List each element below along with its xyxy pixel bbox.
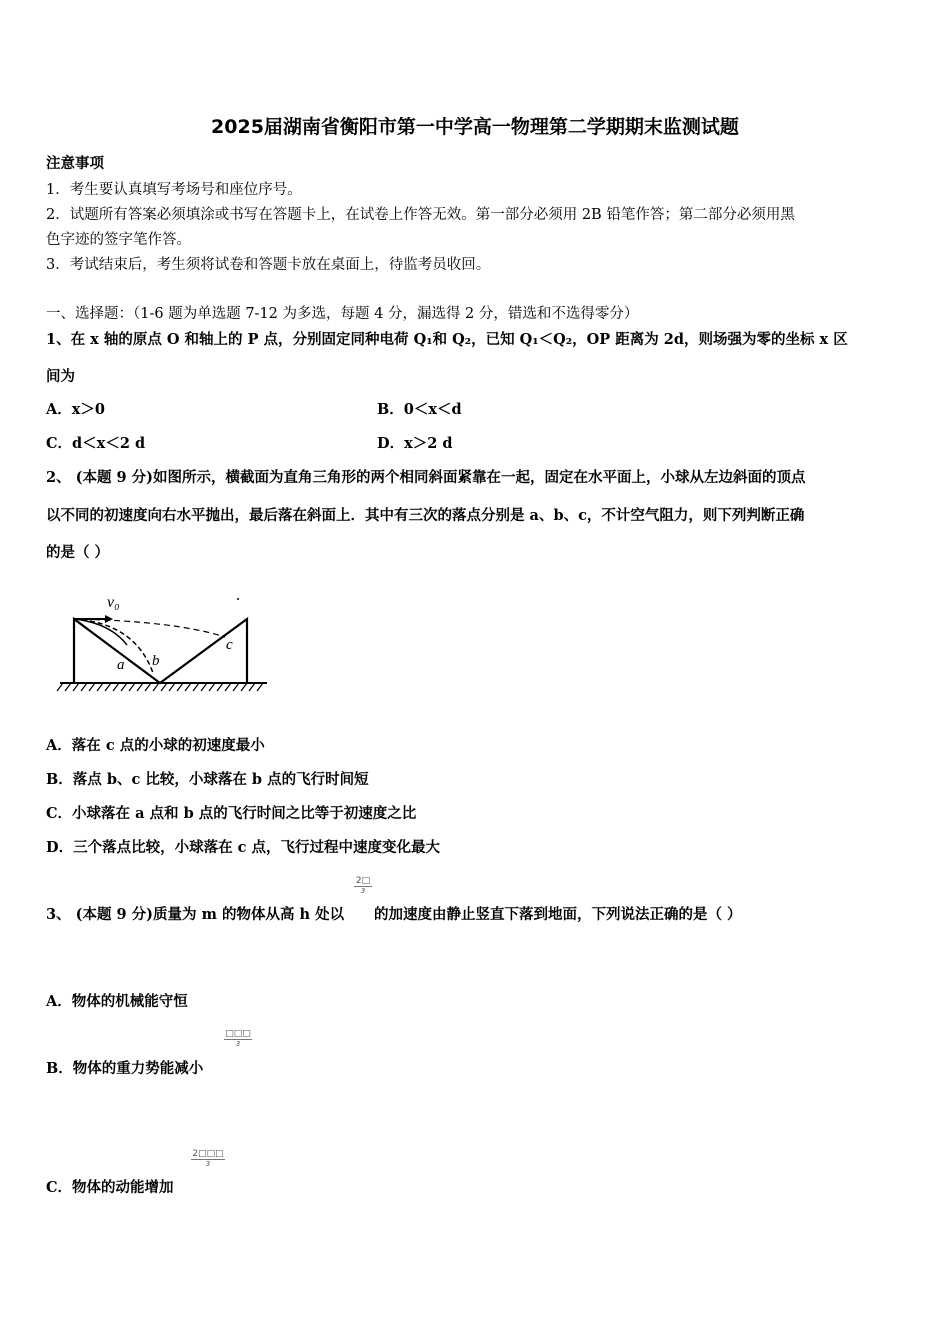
page-title: 2025届湖南省衡阳市第一中学高一物理第二学期期末监测试题 [211,116,739,138]
q2-option-d: D．三个落点比较，小球落在 c 点，飞行过程中速度变化最大 [46,839,441,856]
section-heading: 一、选择题：（1-6 题为单选题 7-12 为多选，每题 4 分，漏选得 2 分，错选和不选得零分） [46,306,639,322]
q2-stem-line3: 的是（ ） [46,544,110,561]
q2-stem-line1: 2、 (本题 9 分)如图所示，横截面为直角三角形的两个相同斜面紧靠在一起，固定在水平面上，小球从左边斜面的顶点 [46,469,806,486]
q3-option-b: B．物体的重力势能减小 [46,1060,204,1077]
q1-option-c: C．d＜x＜2 d [46,435,146,452]
q3-stem-fraction: 2□ 3 [355,876,371,895]
velocity-arrow-head [105,615,113,623]
notice-item-2: 2．试题所有答案必须填涂或书写在答题卡上，在试卷上作答无效。第一部分必须用 2B 铅笔作答；第二部分必须用黑 [46,207,795,223]
notice-heading: 注意事项 [46,155,104,172]
dot-mark [237,598,239,600]
q3-stem-post: 的加速度由静止竖直下落到地面，下列说法正确的是（ ） [374,906,742,923]
label-v0: v₀ [107,594,120,611]
q1-option-d: D．x＞2 d [377,435,453,452]
right-incline [160,619,247,683]
notice-item-2-cont: 色字迹的签字笔作答。 [46,232,191,248]
q2-option-c: C．小球落在 a 点和 b 点的飞行时间之比等于初速度之比 [46,805,417,822]
notice-item-3: 3．考试结束后，考生须将试卷和答题卡放在桌面上，待监考员收回。 [46,257,491,273]
notice-item-1: 1．考生要认真填写考场号和座位序号。 [46,182,302,198]
q2-stem-line2: 以不同的初速度向右水平抛出，最后落在斜面上．其中有三次的落点分别是 a、b、c，不计空气阻力，则下列判断正确 [46,507,805,524]
q3-option-b-fraction: □□□ 3 [225,1029,251,1048]
q3-option-c-fraction: 2□□□ 3 [192,1149,224,1168]
q2-option-b: B．落点 b、c 比较，小球落在 b 点的飞行时间短 [46,771,369,788]
q2-option-a: A．落在 c 点的小球的初速度最小 [46,737,265,754]
label-a: a [117,657,125,673]
trajectory-c [74,619,225,637]
q3-option-c: C．物体的动能增加 [46,1179,174,1196]
q2-figure-inclines [55,585,270,695]
q1-option-a: A．x＞0 [46,401,105,418]
q1-stem-line2: 间为 [46,368,75,385]
label-b: b [152,653,160,669]
q3-stem-pre: 3、 (本题 9 分)质量为 m 的物体从高 h 处以 [46,906,345,923]
q3-option-a: A．物体的机械能守恒 [46,993,188,1010]
q1-option-b: B．0＜x＜d [377,401,462,418]
left-incline [74,619,160,683]
label-c: c [226,637,233,653]
q1-stem-line1: 1、在 x 轴的原点 O 和轴上的 P 点，分别固定同种电荷 Q₁和 Q₂，已知 Q₁＜Q₂，OP 距离为 2d，则场强为零的坐标 x 区 [46,331,848,348]
ground-hatching [57,683,263,691]
